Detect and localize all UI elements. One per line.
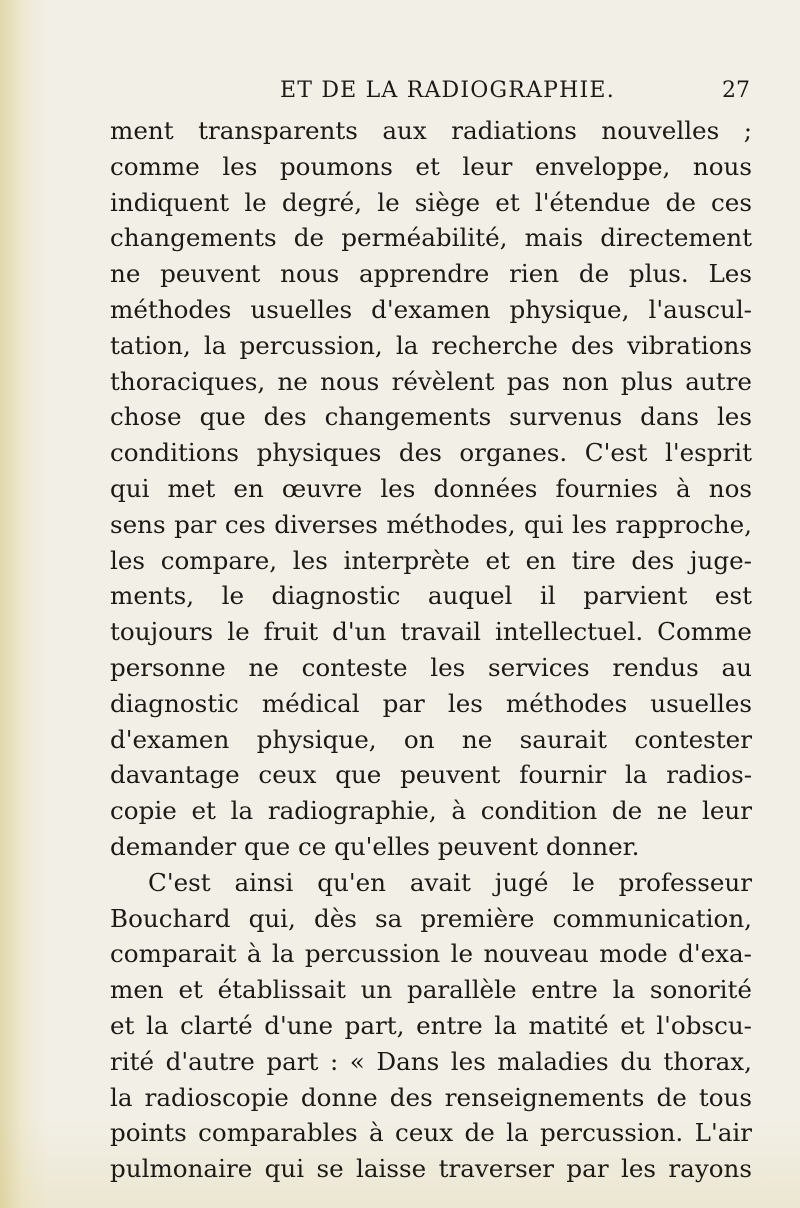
text-line: copie et la radiographie, à condition de ne leur: [110, 796, 752, 826]
text-line: personne ne conteste les services rendus au: [110, 652, 752, 682]
text-line: ments, le diagnostic auquel il parvient est: [110, 581, 752, 611]
page-number: 27: [722, 78, 750, 103]
text-line: chose que des changements survenus dans les: [110, 402, 752, 432]
text-line: ne peuvent nous apprendre rien de plus. Les: [110, 259, 752, 289]
text-line: la radioscopie donne des renseignements de tous: [110, 1082, 752, 1112]
text-line: comparait à la percussion le nouveau mode d'exa-: [110, 939, 752, 969]
text-line: demander que ce qu'elles peuvent donner.: [110, 831, 640, 861]
text-line: qui met en œuvre les données fournies à nos: [110, 473, 752, 503]
running-title: ET DE LA RADIOGRAPHIE.: [280, 78, 615, 103]
text-line: indiquent le degré, le siège et l'étendue de ces: [110, 187, 752, 217]
page-header: [110, 78, 750, 108]
text-line: les compare, les interprète et en tire des juge-: [110, 545, 752, 575]
text-line: comme les poumons et leur enveloppe, nous: [110, 151, 752, 181]
text-line: conditions physiques des organes. C'est l'esprit: [110, 438, 752, 468]
text-line: men et établissait un parallèle entre la sonorité: [110, 975, 752, 1005]
text-line: diagnostic médical par les méthodes usuelles: [110, 688, 752, 718]
text-line: pulmonaire qui se laisse traverser par les rayons: [110, 1154, 752, 1184]
text-line: toujours le fruit d'un travail intellectuel. Comme: [110, 617, 752, 647]
text-line: ment transparents aux radiations nouvelles ;: [110, 116, 752, 145]
text-line: points comparables à ceux de la percussion. L'air: [110, 1118, 752, 1148]
text-line: C'est ainsi qu'en avait jugé le professeur: [148, 867, 752, 897]
text-line: davantage ceux que peuvent fournir la radios-: [110, 760, 752, 790]
text-line: tation, la percussion, la recherche des vibrations: [110, 330, 752, 360]
text-line: changements de perméabilité, mais directement: [110, 223, 752, 253]
text-line: d'examen physique, on ne saurait contester: [110, 724, 752, 754]
text-line: méthodes usuelles d'examen physique, l'auscul-: [110, 294, 752, 324]
text-line: rité d'autre part : « Dans les maladies du thorax,: [110, 1046, 752, 1076]
text-line: thoraciques, ne nous révèlent pas non plus autre: [110, 366, 752, 396]
text-line: et la clarté d'une part, entre la matité et l'obscu-: [110, 1010, 752, 1040]
body-text: [110, 113, 752, 1187]
text-line: sens par ces diverses méthodes, qui les rapproche,: [110, 509, 752, 539]
text-line: Bouchard qui, dès sa première communication,: [110, 903, 752, 933]
